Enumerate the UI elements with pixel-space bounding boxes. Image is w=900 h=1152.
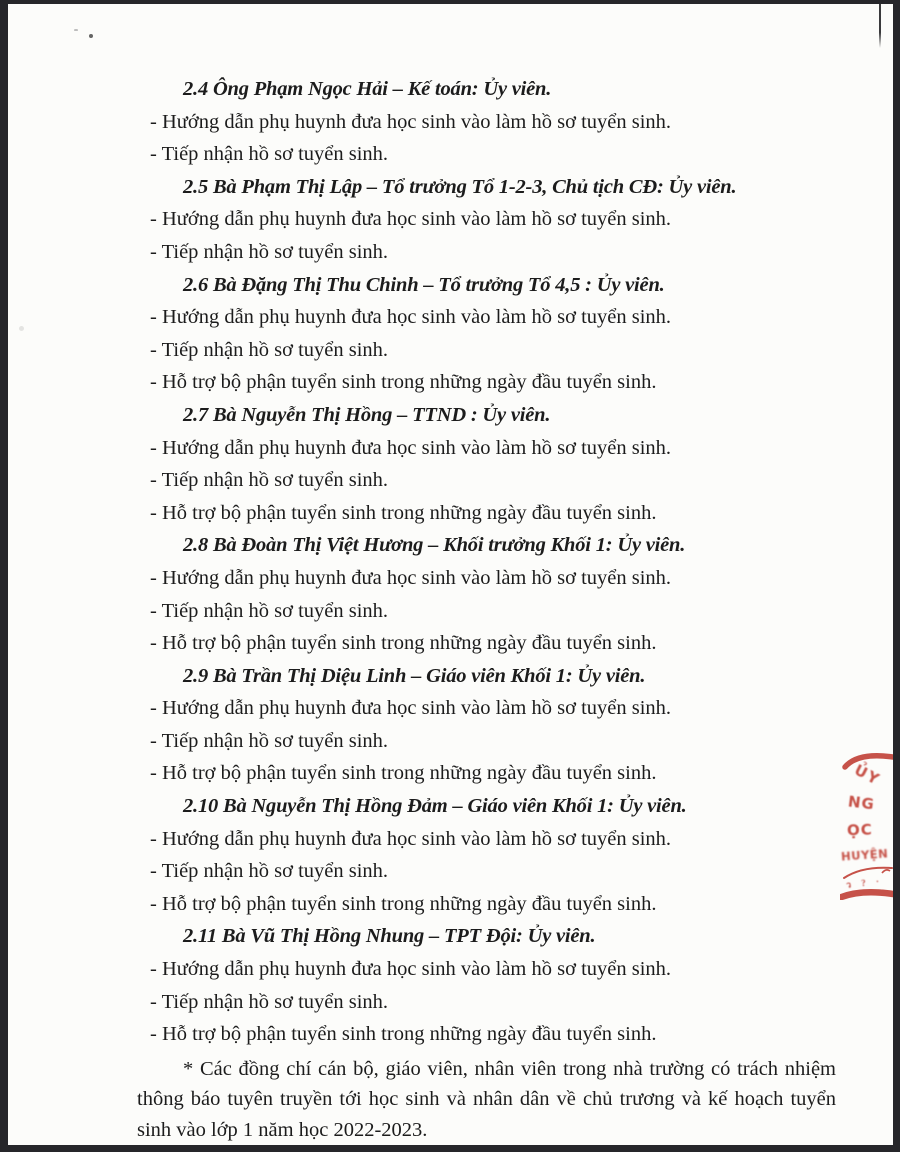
task-item: - Hướng dẫn phụ huynh đưa học sinh vào làm hồ sơ tuyển sinh.: [150, 827, 672, 850]
task-item: - Hướng dẫn phụ huynh đưa học sinh vào làm hồ sơ tuyển sinh.: [150, 566, 672, 589]
task-item: - Tiếp nhận hồ sơ tuyển sinh.: [150, 599, 389, 622]
member-heading: 2.4 Ông Phạm Ngọc Hải – Kế toán: Ủy viên.: [183, 78, 552, 100]
document-body: [137, 73, 858, 1145]
member-section: [142, 529, 858, 659]
scan-speck: [19, 326, 24, 331]
document-page: [8, 4, 893, 1145]
task-item: - Tiếp nhận hồ sơ tuyển sinh.: [150, 990, 389, 1013]
member-heading: 2.7 Bà Nguyễn Thị Hồng – TTND : Ủy viên.: [183, 403, 551, 426]
member-heading: 2.5 Bà Phạm Thị Lập – Tổ trưởng Tổ 1-2-3, Chủ tịch CĐ: Ủy viên.: [183, 175, 737, 198]
member-section: [142, 790, 858, 920]
task-item: - Hỗ trợ bộ phận tuyển sinh trong những ngày đầu tuyển sinh.: [150, 892, 657, 915]
member-heading: 2.6 Bà Đặng Thị Thu Chinh – Tổ trưởng Tổ 4,5 : Ủy viên.: [183, 273, 665, 296]
section-items: [142, 432, 858, 530]
task-item: - Hỗ trợ bộ phận tuyển sinh trong những ngày đầu tuyển sinh.: [150, 1023, 657, 1046]
task-item: - Hướng dẫn phụ huynh đưa học sinh vào làm hồ sơ tuyển sinh.: [150, 436, 672, 459]
scan-speck: [89, 34, 93, 38]
member-section: [142, 399, 858, 529]
stamp-text-fragment: HUYỆN: [840, 846, 889, 864]
member-section: [142, 171, 858, 269]
task-item: - Hướng dẫn phụ huynh đưa học sinh vào làm hồ sơ tuyển sinh.: [150, 208, 672, 231]
stamp-text-fragment: NG: [847, 792, 876, 814]
task-item: - Hỗ trợ bộ phận tuyển sinh trong những ngày đầu tuyển sinh.: [150, 371, 657, 394]
task-item: - Tiếp nhận hồ sơ tuyển sinh.: [150, 729, 389, 752]
member-heading: 2.8 Bà Đoàn Thị Việt Hương – Khối trưởng Khối 1: Ủy viên.: [183, 534, 686, 557]
section-items: [142, 301, 858, 399]
member-heading: 2.10 Bà Nguyễn Thị Hồng Đảm – Giáo viên Khối 1: Ủy viên.: [183, 795, 687, 818]
task-item: - Tiếp nhận hồ sơ tuyển sinh.: [150, 469, 389, 492]
stamp-text-fragment: ỌC: [846, 820, 874, 840]
task-item: - Hướng dẫn phụ huynh đưa học sinh vào làm hồ sơ tuyển sinh.: [150, 110, 672, 133]
section-items: [142, 562, 858, 660]
member-section: [142, 920, 858, 1050]
member-section: [142, 269, 858, 399]
section-items: [142, 106, 858, 171]
scan-artifact-line: [879, 4, 881, 48]
member-heading: 2.9 Bà Trần Thị Diệu Linh – Giáo viên Khối 1: Ủy viên.: [183, 664, 646, 687]
closing-note: * Các đồng chí cán bộ, giáo viên, nhân viên trong nhà trường có trách nhiệm thông báo tuyên truyền tới học sinh và nhân dân về chủ trương và kế hoạch tuyển sinh vào lớp 1 năm học 2022-2023.: [137, 1057, 836, 1141]
task-item: - Hỗ trợ bộ phận tuyển sinh trong những ngày đầu tuyển sinh.: [150, 501, 657, 524]
stamp-dots: ว ? ·: [845, 876, 884, 890]
section-items: [142, 823, 858, 921]
section-items: [142, 692, 858, 790]
task-item: - Hướng dẫn phụ huynh đưa học sinh vào làm hồ sơ tuyển sinh.: [150, 306, 672, 329]
scan-speck: [74, 29, 78, 31]
task-item: - Hướng dẫn phụ huynh đưa học sinh vào làm hồ sơ tuyển sinh.: [150, 697, 672, 720]
member-section: [142, 73, 858, 171]
task-item: - Tiếp nhận hồ sơ tuyển sinh.: [150, 143, 389, 166]
member-heading: 2.11 Bà Vũ Thị Hồng Nhung – TPT Đội: Ủy viên.: [183, 925, 596, 948]
task-item: - Hỗ trợ bộ phận tuyển sinh trong những ngày đầu tuyển sinh.: [150, 632, 657, 655]
task-item: - Tiếp nhận hồ sơ tuyển sinh.: [150, 338, 389, 361]
section-items: [142, 203, 858, 268]
task-item: - Tiếp nhận hồ sơ tuyển sinh.: [150, 240, 389, 263]
member-section: [142, 660, 858, 790]
task-item: - Hỗ trợ bộ phận tuyển sinh trong những ngày đầu tuyển sinh.: [150, 762, 657, 785]
stamp-text-fragment: ỦY: [851, 760, 884, 790]
task-item: - Tiếp nhận hồ sơ tuyển sinh.: [150, 860, 389, 883]
section-items: [142, 953, 858, 1051]
sections: [142, 73, 858, 1051]
task-item: - Hướng dẫn phụ huynh đưa học sinh vào làm hồ sơ tuyển sinh.: [150, 958, 672, 981]
